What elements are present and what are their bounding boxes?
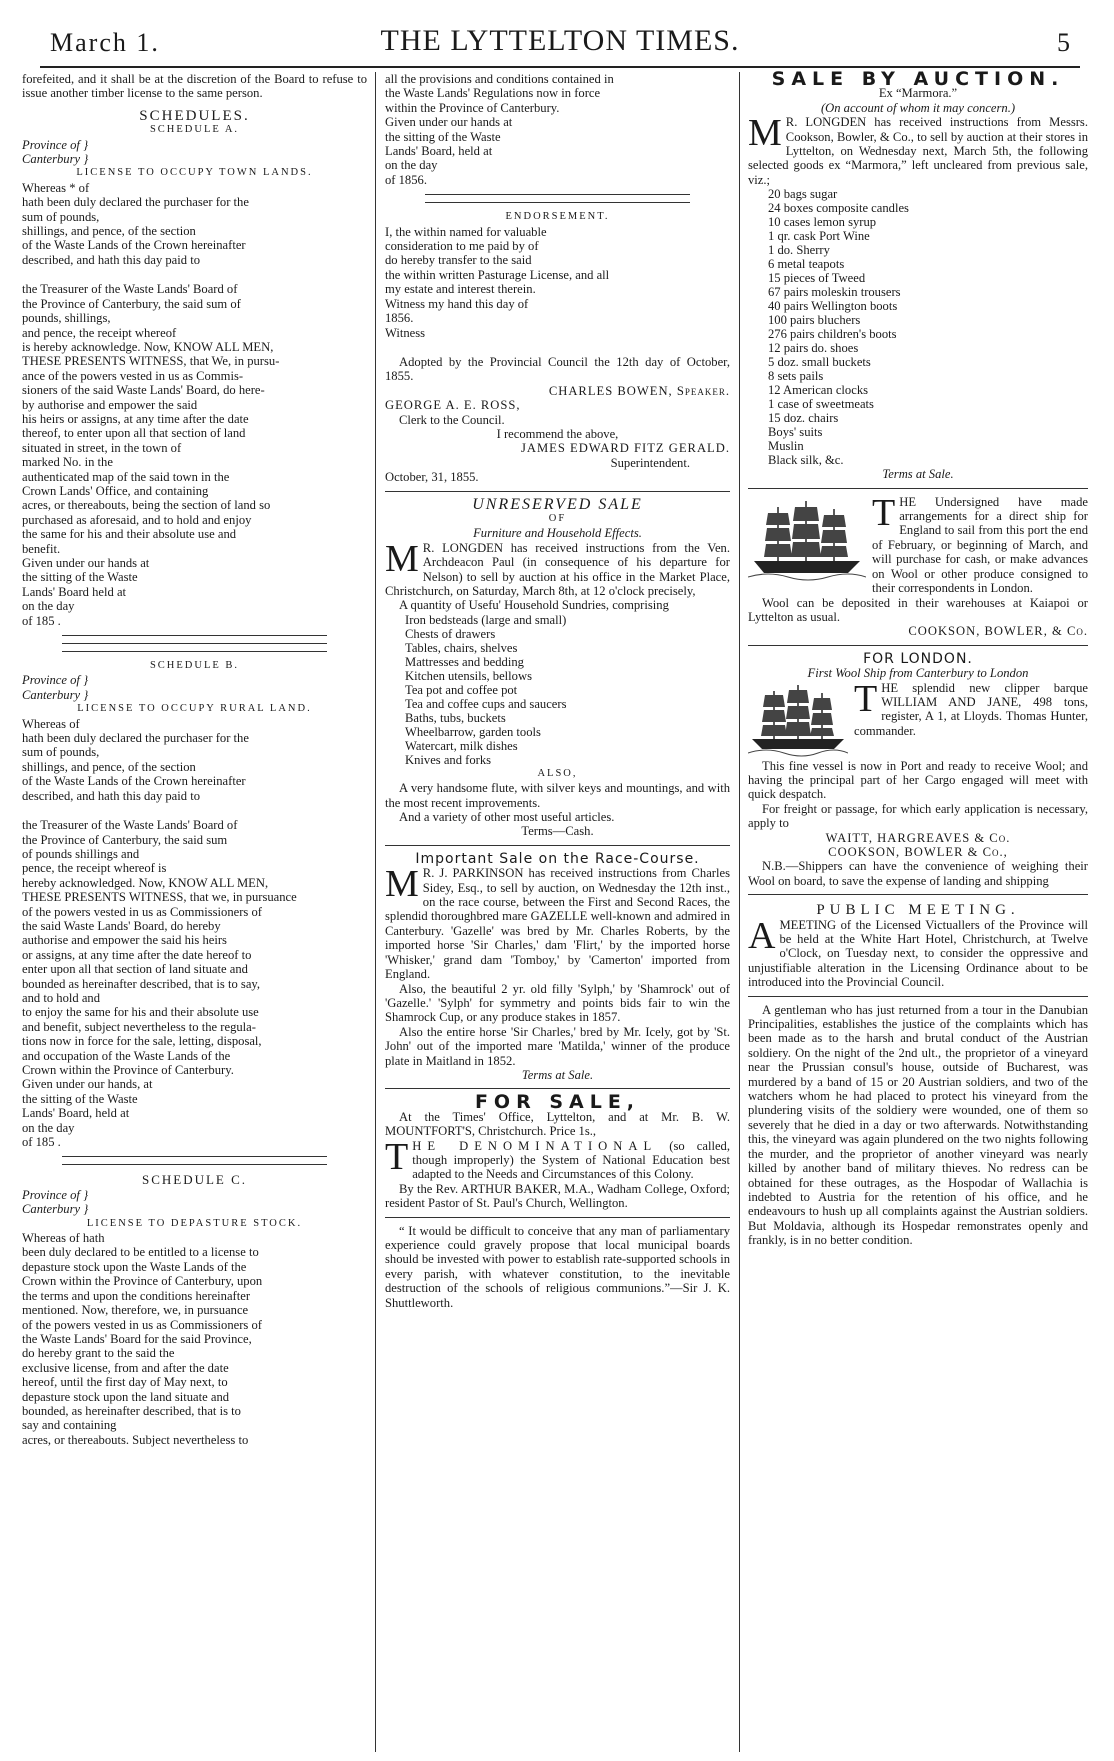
text-line: the sitting of the Waste: [22, 570, 138, 585]
undersigned-text: HE Undersigned have made arrangements for a direct ship for England to sail from this port the end of February, or beginning of March, and will purchase for cash, or make advances on Wool or other produce consigned to their correspondents in London.: [872, 494, 1088, 596]
province-label: Province of }: [22, 1187, 89, 1202]
text-line: say and containing: [22, 1418, 117, 1433]
text-line: authorise and empower the said his heirs: [22, 933, 227, 948]
text-line: of 1856.: [385, 172, 427, 187]
auction-intro: R. LONGDEN has received instructions from Messrs. Cookson, Bowler, & Co., to sell by auction at their stores in Lyttelton, on Wednesday next, March 5th, the following selected goods ex “Marmora,” left uncleared from previous sale, viz.;: [748, 115, 1088, 187]
sir-charles-text: Also the entire horse 'Sir Charles,' bred by Mr. Icely, got by 'St. John' out of the imported mare 'Matilda,' winner of the produce plate in Maitland in 1852.: [385, 1024, 730, 1068]
text-line: marked No. in the: [22, 455, 113, 470]
text-line: 8 sets pails: [768, 369, 824, 384]
text-line: 1856.: [385, 311, 414, 326]
ship-icon: [748, 497, 866, 581]
ex-marmora: Ex “Marmora.”: [878, 86, 958, 101]
text-line: by authorise and empower the said: [22, 397, 198, 412]
text-line: the Treasurer of the Waste Lands' Board of: [22, 818, 238, 833]
text-line: on the day: [22, 599, 75, 614]
masthead: [40, 20, 1080, 68]
for-london-text: HE splendid new clipper barque WILLIAM AND JANE, 498 tons, register, A 1, at Lloyds. Thomas Hunter, commander.: [854, 680, 1088, 738]
text-line: sum of pounds,: [22, 745, 100, 760]
license-title: LICENSE TO OCCUPY RURAL LAND.: [77, 703, 312, 715]
unreserved-sale-subheading: Furniture and Household Effects.: [473, 526, 642, 541]
text-line: Black silk, &c.: [768, 453, 844, 468]
text-line: the Waste Lands' Regulations now in force: [385, 86, 601, 101]
text-line: pence, the receipt whereof is: [22, 861, 167, 876]
shuttleworth-quote: “ It would be difficult to conceive that any man of parliamentary experience could gravely propose that local municipal boards should be invested with power to establish rate-supported schools in every parish, with whatever constitution, to the inevitable destruction of the schools of religious communions.”—Sir J. K. Shuttleworth.: [385, 1223, 730, 1310]
book-title: HE DENOMINATIONAL: [412, 1138, 658, 1153]
sylph-text: Also, the beautiful 2 yr. old filly 'Sylph,' by 'Shamrock' out of 'Gazelle.' 'Sylph' for symmetry and points bids fair to win the Shamrock Cup, or any produce stakes in 1857.: [385, 981, 730, 1025]
text-line: 12 pairs do. shoes: [768, 341, 859, 356]
auction-account: (On account of whom it may concern.): [820, 100, 1016, 115]
superintendent-title: Superintendent.: [610, 455, 690, 470]
text-line: Iron bedsteads (large and small): [405, 612, 567, 627]
dropcap: A: [748, 914, 776, 957]
text-line: 5 doz. small buckets: [768, 355, 871, 370]
text-line: described, and hath this day paid to: [22, 252, 201, 267]
public-meeting-heading: PUBLIC MEETING.: [816, 902, 1020, 919]
page-number: 5: [1057, 28, 1070, 57]
text-line: to enjoy the same for his and their absolute use: [22, 1005, 259, 1020]
divider: [385, 1088, 730, 1089]
dropcap: T: [872, 491, 896, 534]
canterbury-label: Canterbury }: [22, 1202, 89, 1217]
text-line: depasture stock upon the land situate and: [22, 1389, 230, 1404]
divider: [385, 845, 730, 846]
text-line: Crown within the Province of Canterbury, upon: [22, 1274, 263, 1289]
text-line: described, and hath this day paid to: [22, 788, 201, 803]
text-line: the said Waste Lands' Board, do hereby: [22, 918, 221, 933]
text-line: 15 pieces of Tweed: [768, 271, 866, 286]
text-line: ance of the powers vested in us as Commis-: [22, 368, 244, 383]
text-line: the sitting of the Waste: [385, 129, 501, 144]
text-line: the Province of Canterbury, the said sum of: [22, 296, 241, 311]
text-line: Knives and forks: [405, 752, 492, 767]
text-line: of the powers vested in us as Commissioners of: [22, 904, 262, 919]
wool-deposit-text: Wool can be deposited in their warehouses at Kaiapoi or Lyttelton as usual.: [748, 595, 1088, 624]
race-sale-heading: Important Sale on the Race-Course.: [415, 850, 700, 867]
text-line: 100 pairs bluchers: [768, 313, 861, 328]
text-line: shillings, and pence, of the section: [22, 224, 196, 239]
text-line: and pence, the receipt whereof: [22, 325, 177, 340]
adoption-date: October, 31, 1855.: [385, 470, 479, 485]
in-port-text: This fine vessel is now in Port and ready to receive Wool; and having the principal part of her Cargo engaged will meet with quick despatch.: [748, 758, 1088, 802]
danubian-article: A gentleman who has just returned from a tour in the Danubian Principalities, establishes the justice of the complaints which has been made as to the harsh and brutal conduct of the Austrian soldiery. On the night of the 2nd ult., the proprietor of a vineyard near the Prussian consul's house, outside of Bucharest, was murdered by a band of 15 or 20 Austrian soldiers, and two of the watchers whom he had placed to protect his vineyard from the plundering visits of the soldiery were wounded, one of them so severely that he died in a day or two afterwards. Notwithstanding this, the vineyard was again plundered on the two nights following the murder, and the proprietor of another vineyard was nearly killed by another band of military thieves. No redress can be obtained for these outrages, as the Hospodar of Wallachia is indebted to Austria for the retention of his office, and he endeavours to hush up all complaints against the Austrian soldiers. But Moldavia, although its Hospedar remonstrates openly and frankly, is in no better condition.: [748, 1002, 1088, 1248]
text-line: of the Waste Lands of the Crown hereinafter: [22, 774, 246, 789]
text-line: Crown within the Province of Canterbury.: [22, 1063, 234, 1077]
text-line: authenticated map of the said town in the: [22, 469, 230, 484]
text-line: tions now in force for the sale, letting, disposal,: [22, 1034, 262, 1049]
text-line: 6 metal teapots: [768, 257, 845, 272]
text-line: on the day: [22, 1120, 75, 1135]
divider: [748, 645, 1088, 646]
clerk-name: GEORGE A. E. ROSS,: [385, 398, 521, 413]
text-line: pounds, shillings,: [22, 311, 111, 326]
nb-text: N.B.—Shippers can have the convenience of weighing their Wool on board, to save the expense of landing and shipping: [748, 859, 1088, 888]
canterbury-label: Canterbury }: [22, 687, 89, 702]
endorsement-body: [385, 225, 730, 340]
text-line: Given under our hands at: [385, 115, 513, 130]
unreserved-sale-intro: R. LONGDEN has received instructions from the Ven. Archdeacon Paul (in consequence of his departure for Nelson) to sell by auction at his office in the Market Place, Christchurch, on Saturday, March 8th, at 12 o'clock precisely,: [385, 540, 730, 598]
text-line: THESE PRESENTS WITNESS, that We, in pursu-: [22, 354, 280, 369]
schedule-c-body: [22, 1231, 367, 1447]
terms-at-sale: Terms at Sale.: [882, 467, 954, 482]
text-line: Mattresses and bedding: [405, 654, 524, 669]
text-line: 12 American clocks: [768, 383, 869, 398]
text-line: hereof, until the first day of May next, to: [22, 1375, 228, 1390]
freight-text: For freight or passage, for which early application is necessary, apply to: [748, 801, 1088, 831]
divider: [748, 488, 1088, 489]
text-line: Watercart, milk dishes: [405, 738, 518, 753]
dropcap: M: [385, 537, 419, 580]
schedule-b-body: [22, 717, 367, 1150]
text-line: on the day: [385, 158, 438, 173]
text-line: of 185 .: [22, 1135, 61, 1150]
text-line: Lands' Board, held at: [22, 1106, 130, 1121]
divider: [62, 1164, 327, 1165]
text-line: Lands' Board held at: [22, 584, 127, 599]
text-line: his heirs or assigns, at any time after the date: [22, 411, 249, 426]
text-line: 24 boxes composite candles: [768, 201, 909, 216]
text-line: exclusive license, from and after the date: [22, 1360, 229, 1375]
text-line: shillings, and pence, of the section: [22, 759, 196, 774]
column-2: [385, 72, 730, 1310]
terms-cash: Terms—Cash.: [521, 824, 594, 839]
text-line: benefit.: [22, 541, 61, 556]
text-line: enter upon all that section of land situate and: [22, 962, 248, 977]
text-line: the same for his and their absolute use and: [22, 527, 237, 542]
text-line: is hereby acknowledge. Now, KNOW ALL MEN,: [22, 339, 274, 354]
for-sale-heading: FOR SALE,: [474, 1091, 641, 1114]
text-line: all the provisions and conditions contained in: [385, 72, 614, 86]
text-line: 1 qr. cask Port Wine: [768, 229, 870, 244]
license-end-body: [385, 72, 730, 187]
flute-text: A very handsome flute, with silver keys and mountings, and with the most recent improvements.: [385, 781, 730, 810]
unreserved-sale-heading: UNRESERVED SALE: [472, 495, 643, 513]
schedule-c-heading: SCHEDULE C.: [141, 1172, 248, 1188]
text-line: acres, or thereabouts. Subject nevertheless to: [22, 1432, 249, 1447]
province-label: Province of }: [22, 673, 89, 688]
race-sale-text: R. J. PARKINSON has received instructions from Charles Sidey, Esq., to sell by auction, on Wednesday the 12th inst., on the race course, between the First and Second Races, the splendid thoroughbred mare GAZELLE well-known and admired in Canterbury. 'Gazelle' was bred by Mr. Charles Roberts, by the imported horse 'Sir Charles,' dam 'Flirt,' by the imported horse 'Whisker,' grand dam 'Tomboy,' by 'Camerton' imported from England.: [385, 866, 730, 982]
also-label: ALSO,: [537, 767, 578, 779]
text-line: Baths, tubs, buckets: [405, 710, 506, 725]
text-line: Tables, chairs, shelves: [405, 640, 518, 655]
endorsement-heading: ENDORSEMENT.: [505, 211, 610, 223]
text-line: Whereas * of: [22, 180, 90, 195]
divider: [748, 894, 1088, 895]
variety-text: And a variety of other most useful articles.: [399, 810, 615, 825]
text-line: THESE PRESENTS WITNESS, that we, in pursuance: [22, 890, 297, 905]
text-line: within the Province of Canterbury.: [385, 100, 560, 115]
text-line: the within written Pasturage License, and all: [385, 267, 610, 282]
text-line: Crown Lands' Office, and containing: [22, 483, 209, 498]
terms-at-sale: Terms at Sale.: [521, 1067, 594, 1082]
text-line: 15 doz. chairs: [768, 411, 839, 426]
text-line: Kitchen utensils, bellows: [405, 668, 532, 683]
text-line: of 185 .: [22, 613, 61, 628]
text-line: Chests of drawers: [405, 626, 496, 641]
speaker-signature: CHARLES BOWEN, Speaker.: [548, 383, 730, 398]
text-line: I, the within named for valuable: [385, 224, 547, 239]
text-line: 10 cases lemon syrup: [768, 215, 877, 230]
for-sale-text: At the Times' Office, Lyttelton, and at Mr. B. W. MOUNTFORT'S, Christchurch. Price 1s.,: [385, 1109, 730, 1139]
recommend-line: I recommend the above,: [496, 426, 619, 441]
text-line: bounded as hereinafter described, that is to say,: [22, 976, 261, 991]
quantity-line: A quantity of Usefu' Household Sundries, comprising: [399, 598, 669, 613]
divider: [62, 643, 327, 644]
text-line: Tea and coffee cups and saucers: [405, 696, 567, 711]
text-line: sioners of the said Waste Lands' Board, do here-: [22, 383, 265, 398]
text-line: consideration to me paid by of: [385, 239, 539, 254]
text-line: and to hold and: [22, 990, 100, 1005]
schedule-a-body: [22, 181, 367, 628]
text-line: Wheelbarrow, garden tools: [405, 724, 541, 739]
furniture-list: [385, 613, 730, 767]
schedules-heading: SCHEDULES.: [139, 107, 250, 124]
text-line: Muslin: [768, 439, 804, 454]
book-body: (so called, though improperly) the System of National Education best adapted to the Needs and Circumstances of this Colony.: [412, 1138, 730, 1182]
issue-date: March 1.: [50, 28, 160, 57]
text-line: Witness: [385, 325, 426, 340]
text-line: situated in street, in the town of: [22, 440, 182, 455]
divider: [385, 1217, 730, 1218]
text-line: thereof, to enter upon all that section of land: [22, 426, 246, 441]
auction-heading: SALE BY AUCTION.: [771, 68, 1065, 90]
column-divider: [375, 72, 376, 1752]
schedule-a-heading: SCHEDULE A.: [149, 124, 240, 136]
dropcap: M: [748, 112, 782, 155]
text-line: the Treasurer of the Waste Lands' Board of: [22, 282, 238, 297]
divider: [62, 635, 327, 636]
text-line: and benefit, subject nevertheless to the regula-: [22, 1019, 256, 1034]
text-line: and occupation of the Waste Lands of the: [22, 1048, 231, 1063]
of-label: OF: [548, 512, 567, 524]
divider: [385, 491, 730, 492]
divider: [62, 1156, 327, 1157]
text-line: 67 pairs moleskin trousers: [768, 285, 901, 300]
cookson-signature: COOKSON, BOWLER, & Co.: [908, 624, 1088, 639]
dropcap: T: [385, 1135, 409, 1178]
text-line: depasture stock upon the Waste Lands of the: [22, 1259, 247, 1274]
undersigned-notice: [748, 491, 1088, 596]
column-divider: [739, 72, 740, 1752]
book-author: By the Rev. ARTHUR BAKER, M.A., Wadham College, Oxford; resident Pastor of St. Paul's Church, Wellington.: [385, 1181, 730, 1211]
text-line: of pounds shillings and: [22, 846, 140, 861]
text-line: Lands' Board, held at: [385, 144, 493, 159]
text-line: Given under our hands, at: [22, 1077, 153, 1092]
for-london-notice: [748, 677, 1088, 739]
text-line: Given under our hands at: [22, 556, 150, 570]
divider: [748, 996, 1088, 997]
text-line: Whereas of: [22, 716, 80, 731]
text-line: do hereby transfer to the said: [385, 253, 532, 268]
divider: [62, 651, 327, 652]
text-line: the terms and upon the conditions hereinafter: [22, 1288, 251, 1303]
ship-icon: [748, 683, 848, 757]
text-line: Whereas of hath: [22, 1231, 105, 1246]
text-line: hereby acknowledged. Now, KNOW ALL MEN,: [22, 875, 269, 890]
license-title: LICENSE TO DEPASTURE STOCK.: [86, 1217, 303, 1229]
text-line: hath been duly declared the purchaser for the: [22, 195, 249, 210]
text-line: [22, 803, 367, 818]
dropcap: M: [385, 863, 419, 906]
superintendent-name: JAMES EDWARD FITZ GERALD.: [520, 441, 730, 456]
divider: [425, 202, 690, 203]
text-line: of the Waste Lands of the Crown hereinafter: [22, 238, 246, 253]
text-line: the sitting of the Waste: [22, 1091, 138, 1106]
opening-paragraph: forefeited, and it shall be at the discretion of the Board to refuse to issue another timber license to the same person.: [22, 72, 367, 101]
canterbury-label: Canterbury }: [22, 152, 89, 167]
for-london-subheading: First Wool Ship from Canterbury to London: [807, 666, 1029, 681]
agent-cookson: COOKSON, BOWLER & Co.,: [828, 844, 1008, 859]
text-line: Boys' suits: [768, 425, 823, 440]
newspaper-title: THE LYTTELTON TIMES.: [380, 24, 740, 57]
text-line: [22, 267, 367, 282]
text-line: the Province of Canterbury, the said sum: [22, 832, 228, 847]
text-line: do hereby grant to the said the: [22, 1346, 175, 1361]
text-line: 20 bags sugar: [768, 187, 838, 202]
text-line: hath been duly declared the purchaser for the: [22, 731, 249, 746]
text-line: 1 case of sweetmeats: [768, 397, 874, 412]
province-label: Province of }: [22, 137, 89, 152]
agent-waitt: WAITT, HARGREAVES & Co.: [825, 830, 1011, 845]
license-title: LICENSE TO OCCUPY TOWN LANDS.: [76, 167, 313, 179]
clerk-title: Clerk to the Council.: [399, 412, 505, 427]
text-line: sum of pounds,: [22, 209, 100, 224]
text-line: bounded, as hereinafter described, that is to: [22, 1403, 241, 1418]
text-line: of the powers vested in us as Commissioners of: [22, 1317, 262, 1332]
text-line: Tea pot and coffee pot: [405, 682, 518, 697]
column-1: [22, 72, 367, 1447]
text-line: or assigns, at any time after the date hereof to: [22, 947, 252, 962]
text-line: mentioned. Now, therefore, we, in pursuance: [22, 1303, 249, 1318]
schedule-b-heading: SCHEDULE B.: [149, 660, 240, 672]
text-line: my estate and interest therein.: [385, 282, 536, 297]
goods-list: [748, 187, 1088, 467]
text-line: the Waste Lands' Board for the said Province,: [22, 1331, 252, 1346]
column-3: [748, 68, 1088, 1248]
text-line: Witness my hand this day of: [385, 296, 529, 311]
text-line: 1 do. Sherry: [768, 243, 830, 258]
adoption-text: Adopted by the Provincial Council the 12th day of October, 1855.: [385, 354, 730, 384]
divider: [425, 194, 690, 195]
dropcap: T: [854, 677, 878, 720]
text-line: 40 pairs Wellington boots: [768, 299, 898, 314]
public-meeting-text: MEETING of the Licensed Victuallers of the Province will be held at the White Hart Hotel, Christchurch, at Twelve o'Clock, on Tuesday next, to consider the oppressive and unjustifiable alteration in the Licensing Ordinance about to be introduced into the Provincial Council.: [748, 917, 1088, 990]
text-line: 276 pairs children's boots: [768, 327, 897, 342]
for-london-heading: FOR LONDON.: [863, 650, 973, 667]
text-line: been duly declared to be entitled to a license to: [22, 1245, 259, 1260]
text-line: acres, or thereabouts, being the section of land so: [22, 498, 271, 513]
text-line: purchased as aforesaid, and to hold and enjoy: [22, 512, 252, 527]
